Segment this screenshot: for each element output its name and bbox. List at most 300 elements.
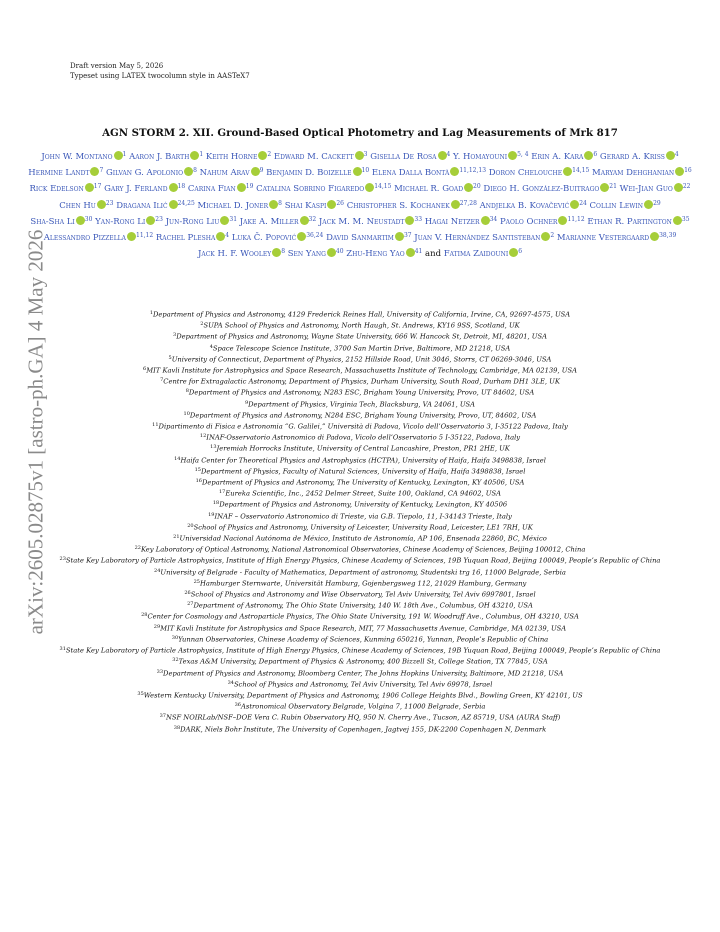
affiliation-item — [36, 611, 684, 622]
affiliation-item — [36, 600, 684, 611]
author-name[interactable]: Yan-Rong Li — [95, 216, 146, 227]
author-affiliation-mark: 23 — [105, 199, 114, 207]
author-name[interactable]: Erin A. Kara — [531, 152, 584, 162]
draft-version-line: Draft version May 5, 2026 — [70, 62, 164, 70]
author-name[interactable]: Jake A. Miller — [239, 216, 299, 227]
author-entry[interactable] — [156, 233, 229, 243]
author-name[interactable]: Michael D. Joner — [197, 200, 269, 211]
author-name[interactable]: Jack H. F. Wooley — [197, 249, 272, 260]
orcid-icon[interactable] — [563, 167, 572, 176]
author-entry[interactable] — [197, 201, 282, 211]
orcid-icon[interactable] — [237, 183, 246, 192]
author-entry[interactable] — [288, 249, 344, 259]
affiliation-item — [36, 724, 684, 735]
author-entry[interactable] — [319, 217, 422, 227]
author-name[interactable]: Keith Horne — [205, 152, 258, 162]
orcid-icon[interactable] — [406, 248, 415, 257]
author-entry[interactable] — [285, 201, 344, 211]
affiliation-item — [36, 320, 684, 331]
affiliation-text: Texas A&M University, Department of Physics & Astronomy, 400 Bizzell St, College Station, TX 77845, USA — [178, 657, 548, 666]
affiliation-item — [36, 399, 684, 410]
affiliation-text: INAF-Osservatorio Astronomico di Padova, Vicolo dell’Osservatorio 5 I-35122, Padova, Italy — [206, 433, 521, 442]
affiliation-item — [36, 679, 684, 690]
affiliation-item — [36, 331, 684, 342]
author-affiliation-mark: 6 — [518, 248, 523, 256]
author-affiliation-mark: 24,25 — [177, 199, 195, 207]
author-name[interactable]: Edward M. Cackett — [273, 152, 354, 162]
orcid-icon[interactable] — [570, 200, 579, 209]
author-affiliation-mark: 38,39 — [659, 232, 677, 240]
orcid-icon[interactable] — [300, 216, 309, 225]
paper-title: AGN STORM 2. XII. Ground-Based Optical Photometry and Lag Measurements of Mrk 817 — [102, 127, 618, 139]
author-name[interactable]: Sha-Sha Li — [30, 216, 75, 227]
author-name[interactable]: Gerard A. Kriss — [599, 152, 665, 162]
affiliation-number: 31 — [59, 646, 66, 653]
author-entry[interactable] — [347, 201, 477, 211]
orcid-icon[interactable] — [251, 167, 260, 176]
affiliation-item — [36, 432, 684, 443]
author-name[interactable]: Y. Homayouni — [453, 152, 508, 162]
author-name[interactable]: Nahum Arav — [199, 168, 250, 179]
author-entry[interactable] — [500, 217, 585, 227]
orcid-icon[interactable] — [327, 200, 336, 209]
affiliation-number: 32 — [172, 657, 179, 664]
orcid-icon[interactable] — [216, 232, 225, 241]
orcid-icon[interactable] — [355, 151, 364, 160]
affiliation-item — [36, 354, 684, 365]
author-entry[interactable] — [59, 201, 113, 211]
author-entry[interactable] — [198, 249, 285, 259]
affiliation-text: MIT Kavli Institute for Astrophysics and Space Research, Massachusetts Institute of Technology, Cambridge, MA 02139, USA — [146, 366, 577, 375]
affiliation-number: 34 — [227, 679, 234, 686]
affiliation-text: MIT Kavli Institute for Astrophysics and Space Research, MIT, 77 Massachusetts Avenue, Cambridge, MA 02139, USA — [160, 624, 567, 633]
affiliation-text: State Key Laboratory of Particle Astrophysics, Institute of High Energy Physics, Chinese Academy of Sciences, 19B Yuquan Road, Beijing 100049, People’s Republic of China — [65, 646, 661, 655]
author-affiliation-mark: 26 — [336, 199, 344, 207]
affiliation-text: Eureka Scientific, Inc., 2452 Delmer Street, Suite 100, Oakland, CA 94602, USA — [225, 489, 501, 498]
orcid-icon[interactable] — [297, 232, 306, 241]
affiliation-item — [36, 309, 684, 320]
author-entry[interactable] — [206, 152, 271, 162]
author-affiliation-mark: 7 — [99, 167, 104, 175]
author-name[interactable]: Doron Chelouche — [488, 168, 563, 179]
affiliation-item — [36, 555, 684, 566]
affiliation-text: University of Connecticut, Department of Physics, 2152 Hillside Road, Unit 3046, Storrs, CT 06269-3046, USA — [171, 355, 552, 364]
affiliation-text: Yunnan Observatories, Chinese Academy of Sciences, Kunming 650216, Yunnan, People’s Republic of China — [178, 635, 549, 644]
affiliation-text: Universidad Nacional Autónoma de México, Instituto de Astronomía, AP 106, Ensenada 22860, BC, México — [179, 534, 547, 543]
affiliation-number: 12 — [199, 433, 207, 440]
author-name[interactable]: Fatima Zaidouni — [443, 249, 509, 260]
author-name[interactable]: Aaron J. Barth — [129, 152, 190, 162]
author-entry[interactable] — [489, 168, 590, 178]
affiliation-item — [36, 488, 684, 499]
author-name[interactable]: Benjamin D. Boizelle — [266, 168, 352, 179]
author-entry[interactable] — [480, 201, 587, 211]
affiliation-number: 7 — [160, 377, 164, 384]
affiliation-number: 28 — [141, 612, 148, 619]
author-affiliation-mark: 1 — [122, 151, 127, 158]
affiliation-item — [36, 645, 684, 656]
affiliation-text: Department of Physics and Astronomy, N283 ESC, Brigham Young University, Provo, UT 84602, USA — [188, 388, 535, 397]
orcid-icon[interactable] — [508, 151, 517, 160]
affiliation-text: Department of Physics and Astronomy, Bloomberg Center, The Johns Hopkins University, Baltimore, MD 21218, USA — [163, 669, 564, 677]
affiliation-text: School of Physics and Astronomy and Wise Observatory, Tel Aviv University, Tel Aviv 6997801, Israel — [190, 590, 536, 599]
author-name[interactable]: Juan V. Hernández Santisteban — [414, 233, 541, 244]
author-name[interactable]: Sen Yang — [287, 249, 326, 260]
affiliation-text: SUPA School of Physics and Astronomy, North Haugh, St. Andrews, KY16 9SS, Scotland, UK — [203, 321, 520, 330]
author-entry[interactable] — [414, 233, 554, 243]
author-entry[interactable] — [531, 152, 597, 162]
affiliation-text: Western Kentucky University, Department of Physics and Astronomy, 1906 College Heights Blvd., Bowling Green, KY 42101, US — [143, 691, 583, 700]
author-entry[interactable] — [444, 249, 522, 259]
orcid-icon[interactable] — [674, 183, 683, 192]
typeset-line: Typeset using LATEX twocolumn style in AASTeX7 — [70, 72, 250, 80]
affiliation-number: 33 — [156, 668, 164, 675]
author-name[interactable]: Chen Hu — [59, 200, 96, 211]
author-affiliation-mark: 34 — [489, 215, 498, 223]
author-name[interactable]: Catalina Sobrino Figaredo — [256, 184, 365, 195]
author-affiliation-mark: 40 — [335, 248, 344, 256]
affiliation-number: 24 — [154, 567, 161, 574]
affiliation-text: Department of Astronomy, The Ohio State University, 140 W. 18th Ave., Columbus, OH 43210, USA — [193, 601, 533, 610]
affiliation-text: Centre for Extragalactic Astronomy, Department of Physics, Durham University, South Road, Durham DH1 3LE, UK — [163, 377, 560, 386]
affiliation-item — [36, 365, 684, 376]
author-affiliation-mark: 11,12 — [567, 215, 585, 223]
affiliation-text: DARK, Niels Bohr Institute, The University of Copenhagen, Jagtvej 155, DK-2200 Copenhagen N, Denmark — [180, 725, 547, 734]
author-entry[interactable] — [346, 249, 422, 259]
author-entry[interactable] — [370, 152, 450, 162]
author-entry[interactable] — [41, 152, 126, 162]
author-name[interactable]: Paolo Ochner — [499, 216, 558, 227]
affiliation-item — [36, 634, 684, 645]
affiliation-number: 4 — [209, 343, 213, 350]
affiliation-number: 16 — [195, 478, 202, 485]
author-name[interactable]: Rachel Plesha — [155, 233, 216, 244]
author-entry[interactable] — [116, 201, 195, 211]
author-name[interactable]: Alessandro Pizzella — [43, 233, 126, 244]
author-name[interactable]: Wei-Jian Guo — [619, 184, 673, 195]
affiliation-text: Department of Physics, Virginia Tech, Blacksburg, VA 24061, USA — [248, 400, 476, 409]
author-affiliation-mark: 18 — [177, 183, 186, 191]
author-name[interactable]: Gisella De Rosa — [370, 152, 437, 162]
author-name[interactable]: John W. Montano — [41, 152, 113, 162]
author-affiliation-mark: 8 — [193, 167, 197, 175]
affiliation-text: Hamburger Sternwarte, Universität Hamburg, Gojenbergsweg 112, 21029 Hamburg, Germany — [200, 579, 527, 588]
affiliation-number: 30 — [171, 634, 179, 641]
affiliation-item — [36, 410, 684, 421]
author-entry[interactable] — [620, 184, 691, 194]
author-entry[interactable] — [557, 233, 676, 243]
affiliation-text: Department of Physics and Astronomy, The University of Kentucky, Lexington, KY 40506, USA — [201, 478, 525, 487]
affiliation-number: 18 — [212, 500, 220, 507]
author-name[interactable]: Christopher S. Kochanek — [346, 200, 450, 211]
author-affiliation-mark: 11,12 — [136, 232, 154, 240]
author-entry[interactable] — [266, 168, 369, 178]
author-name[interactable]: Collin Lewin — [589, 200, 644, 211]
affiliation-item — [36, 567, 684, 578]
author-name[interactable]: David Sanmartim — [326, 233, 394, 244]
author-entry[interactable] — [104, 184, 185, 194]
author-name[interactable]: Rick Edelson — [29, 184, 84, 195]
orcid-icon[interactable] — [127, 232, 136, 241]
affiliation-number: 9 — [244, 399, 249, 406]
affiliation-number: 3 — [173, 332, 177, 339]
affiliation-text: Jeremiah Horrocks Institute, University of Central Lancashire, Preston, PR1 2HE, UK — [216, 444, 510, 453]
affiliation-item — [36, 712, 684, 723]
author-affiliation-mark: 4 — [225, 232, 230, 240]
affiliation-item — [36, 701, 684, 712]
author-affiliation-mark: 36,24 — [306, 232, 324, 240]
author-entry[interactable] — [200, 168, 264, 178]
orcid-icon[interactable] — [464, 183, 473, 192]
affiliation-item — [36, 499, 684, 510]
author-name[interactable]: Dragana Ilić — [116, 200, 168, 211]
draft-header — [70, 61, 250, 81]
orcid-icon[interactable] — [114, 151, 123, 160]
affiliation-number: 14 — [174, 455, 181, 462]
author-entry[interactable] — [394, 184, 481, 194]
orcid-icon[interactable] — [450, 167, 459, 176]
orcid-icon[interactable] — [146, 216, 155, 225]
author-entry[interactable] — [232, 233, 324, 243]
author-entry[interactable] — [256, 184, 391, 194]
affiliation-number: 38 — [173, 724, 181, 731]
orcid-icon[interactable] — [673, 216, 682, 225]
orcid-icon[interactable] — [169, 183, 178, 192]
author-entry[interactable] — [166, 217, 237, 227]
affiliation-item — [36, 533, 684, 544]
affiliation-number: 10 — [183, 410, 190, 417]
affiliation-number: 36 — [234, 702, 241, 709]
author-entry[interactable] — [44, 233, 153, 243]
affiliation-number: 8 — [185, 388, 189, 395]
affiliation-text: Dipartimento di Fisica e Astronomia “G. Galilei,” Università di Padova, Vicolo dell’Osservatorio 3, I-35122 Padova, Italy — [158, 422, 568, 431]
affiliation-text: Center for Cosmology and Astroparticle Physics, The Ohio State University, 191 W. Woodruff Ave., Columbus, OH 43210, USA — [147, 612, 579, 621]
orcid-icon[interactable] — [438, 151, 447, 160]
author-affiliation-mark: 29 — [653, 199, 661, 207]
author-entry[interactable] — [483, 184, 617, 194]
affiliation-number: 13 — [210, 444, 217, 451]
author-name[interactable]: Jun-Rong Liu — [165, 216, 220, 227]
author-entry[interactable] — [30, 184, 102, 194]
author-entry[interactable] — [188, 184, 254, 194]
author-affiliation-mark: 14,15 — [572, 167, 590, 175]
author-name[interactable]: Shai Kaspi — [284, 200, 327, 211]
orcid-icon[interactable] — [76, 216, 85, 225]
author-entry[interactable] — [274, 152, 368, 162]
author-entry[interactable] — [425, 217, 497, 227]
author-name[interactable]: Ethan R. Partington — [587, 216, 672, 227]
author-affiliation-mark: 17 — [93, 183, 102, 191]
affiliation-item — [36, 578, 684, 589]
affiliation-number: 27 — [187, 601, 194, 608]
orcid-icon[interactable] — [190, 151, 199, 160]
affiliation-item — [36, 455, 684, 466]
author-name[interactable]: Michael R. Goad — [394, 184, 464, 195]
author-name[interactable]: Elena Dalla Bontà — [371, 168, 450, 179]
author-affiliation-mark: 30 — [84, 215, 93, 223]
author-affiliation-mark: 2 — [550, 232, 555, 240]
author-affiliation-mark: 20 — [473, 183, 481, 191]
author-affiliation-mark: 32 — [308, 215, 317, 223]
affiliation-text: Space Telescope Science Institute, 3700 San Martin Drive, Baltimore, MD 21218, USA — [212, 344, 511, 353]
orcid-icon[interactable] — [644, 200, 653, 209]
arxiv-identifier: arXiv:2605.02875v1 [astro-ph.GA] 4 May 2026 — [23, 229, 48, 635]
affiliation-item — [36, 589, 684, 600]
affiliation-item — [36, 690, 684, 701]
author-name[interactable]: Gilvan G. Apolonio — [106, 168, 184, 179]
author-affiliation-mark: 24 — [579, 199, 587, 207]
author-entry[interactable] — [30, 217, 92, 227]
affiliation-number: 21 — [173, 534, 180, 541]
author-entry[interactable] — [587, 217, 689, 227]
author-affiliation-mark: 21 — [609, 183, 617, 191]
author-affiliation-mark: 4 — [674, 151, 679, 158]
author-entry[interactable] — [240, 217, 316, 227]
author-affiliation-mark: 33 — [414, 215, 423, 223]
affiliation-text: Department of Physics and Astronomy, University of Kentucky, Lexington, KY 40506 — [219, 500, 508, 509]
orcid-icon[interactable] — [395, 232, 404, 241]
affiliation-number: 6 — [143, 366, 147, 373]
author-name[interactable]: Marianne Vestergaard — [556, 233, 650, 244]
author-name[interactable]: Hermine Landt — [28, 168, 90, 179]
author-entry[interactable] — [106, 168, 197, 178]
orcid-icon[interactable] — [365, 183, 374, 192]
affiliation-item — [36, 544, 684, 555]
author-entry[interactable] — [129, 152, 203, 162]
affiliation-item — [36, 387, 684, 398]
orcid-icon[interactable] — [97, 200, 106, 209]
author-name[interactable]: Gary J. Ferland — [104, 184, 168, 195]
orcid-icon[interactable] — [258, 151, 267, 160]
affiliation-number: 22 — [134, 545, 141, 552]
author-affiliation-mark: 37 — [403, 232, 412, 240]
affiliation-text: School of Physics and Astronomy, University of Leicester, University Road, Leicester, LE1 7RH, UK — [193, 523, 533, 532]
affiliation-text: University of Belgrade - Faculty of Mathematics, Department of astronomy, Studentski trg 16, 11000 Belgrade, Serbia — [160, 568, 566, 577]
affiliation-text: INAF – Osservatorio Astronomico di Trieste, via G.B. Tiepolo, 11, I-34143 Trieste, Italy — [214, 512, 512, 521]
author-name[interactable]: Jack M. M. Neustadt — [318, 216, 405, 227]
affiliation-text: School of Physics and Astronomy, Tel Aviv University, Tel Aviv 69978, Israel — [233, 680, 493, 689]
affiliation-number: 19 — [208, 511, 215, 518]
affiliation-number: 17 — [218, 489, 226, 496]
author-affiliation-mark: 31 — [229, 215, 238, 223]
author-affiliation-mark: 23 — [155, 215, 163, 223]
orcid-icon[interactable] — [451, 200, 460, 209]
author-affiliation-mark: 3 — [363, 151, 368, 158]
author-entry[interactable] — [326, 233, 412, 243]
affiliation-list — [36, 309, 684, 735]
orcid-icon[interactable] — [481, 216, 490, 225]
affiliation-number: 37 — [159, 713, 166, 720]
author-affiliation-mark: 6 — [593, 151, 598, 158]
affiliation-number: 20 — [187, 522, 194, 529]
author-affiliation-mark: 22 — [682, 183, 691, 191]
affiliation-number: 29 — [153, 623, 161, 630]
author-entry[interactable] — [28, 168, 103, 178]
author-affiliation-mark: 11,12,13 — [459, 167, 487, 175]
author-affiliation-mark: 10 — [361, 167, 370, 175]
affiliation-number: 1 — [149, 310, 154, 316]
author-entry[interactable] — [453, 152, 529, 162]
affiliation-item — [36, 466, 684, 477]
affiliation-number: 5 — [168, 354, 172, 361]
affiliation-text: State Key Laboratory of Particle Astrophysics, Institute of High Energy Physics, Chinese Academy of Sciences, 19B Yuquan Road, Beijing 100049, People’s Republic of China — [65, 556, 661, 565]
author-name[interactable]: Diego H. González-Buitrago — [483, 184, 600, 195]
author-name[interactable]: Hagai Netzer — [424, 216, 480, 227]
affiliation-text: Department of Physics and Astronomy, Wayne State University, 666 W. Hancock St, Detroit, MI, 48201, USA — [176, 332, 547, 341]
author-affiliation-mark: 8 — [278, 199, 282, 207]
author-name[interactable]: Zhu-Heng Yao — [346, 249, 405, 260]
author-affiliation-mark: 1 — [199, 151, 204, 158]
author-name[interactable]: Carina Fian — [187, 184, 236, 195]
author-affiliation-mark: 19 — [245, 183, 254, 191]
author-affiliation-mark: 35 — [681, 215, 690, 223]
orcid-icon[interactable] — [184, 167, 193, 176]
affiliation-text: Astronomical Observatory Belgrade, Volgina 7, 11000 Belgrade, Serbia — [241, 702, 486, 711]
author-affiliation-mark: 4 — [446, 151, 451, 158]
affiliation-text: Key Laboratory of Optical Astronomy, National Astronomical Observatories, Chinese Academy of Sciences, Beijing 100012, China — [140, 545, 586, 554]
author-affiliation-mark: 5, 4 — [517, 151, 529, 158]
affiliation-item — [36, 477, 684, 488]
orcid-icon[interactable] — [675, 167, 684, 176]
orcid-icon[interactable] — [353, 167, 362, 176]
author-name[interactable]: Maryam Dehghanian — [592, 168, 675, 179]
orcid-icon[interactable] — [600, 183, 609, 192]
affiliation-text: Department of Physics and Astronomy, 4129 Frederick Reines Hall, University of California, Irvine, CA, 92697-4575, USA — [153, 310, 571, 319]
orcid-icon[interactable] — [272, 248, 281, 257]
affiliation-text: Department of Physics and Astronomy, N284 ESC, Brigham Young University, Provo, UT, 84602, USA — [189, 411, 537, 420]
orcid-icon[interactable] — [269, 200, 278, 209]
affiliation-text: Haifa Center for Theoretical Physics and Astrophysics (HCTPA), University of Haifa, Haifa 3498838, Israel — [180, 456, 546, 465]
affiliation-item — [36, 376, 684, 387]
affiliation-number: 2 — [200, 321, 204, 328]
author-entry[interactable] — [372, 168, 486, 178]
author-affiliation-mark: 8 — [281, 248, 286, 256]
orcid-icon[interactable] — [169, 200, 178, 209]
affiliation-number: 11 — [152, 422, 159, 429]
affiliation-item — [36, 421, 684, 432]
author-affiliation-mark: 41 — [414, 248, 423, 256]
affiliation-item — [36, 623, 684, 634]
author-entry[interactable] — [592, 168, 692, 178]
affiliation-number: 15 — [194, 466, 201, 473]
affiliation-number: 35 — [137, 690, 144, 697]
affiliation-text: Department of Physics, Faculty of Natural Sciences, University of Haifa, Haifa 3498838, Israel — [200, 467, 526, 476]
author-affiliation-mark: 14,15 — [374, 183, 392, 191]
author-entry[interactable] — [95, 217, 163, 227]
affiliation-text: NSF NOIRLab/NSF–DOE Vera C. Rubin Observatory HQ, 950 N. Cherry Ave., Tucson, AZ 85719, USA (AURA Staff) — [165, 713, 561, 722]
orcid-icon[interactable] — [666, 151, 675, 160]
affiliation-item — [36, 343, 684, 354]
author-name[interactable]: Luka Č. Popović — [231, 233, 297, 244]
affiliation-item — [36, 511, 684, 522]
author-affiliation-mark: 27,28 — [459, 199, 477, 207]
affiliation-number: 25 — [193, 578, 200, 585]
orcid-icon[interactable] — [650, 232, 659, 241]
orcid-icon[interactable] — [327, 248, 336, 257]
affiliation-number: 26 — [184, 590, 191, 597]
author-name[interactable]: Andjelka B. Kovačević — [479, 200, 570, 211]
orcid-icon[interactable] — [85, 183, 94, 192]
orcid-icon[interactable] — [509, 248, 518, 257]
affiliation-item — [36, 656, 684, 667]
author-affiliation-mark: 9 — [259, 167, 264, 175]
author-affiliation-mark: 16 — [684, 167, 692, 175]
affiliation-item — [36, 443, 684, 454]
author-entry[interactable] — [590, 201, 661, 211]
affiliation-number: 23 — [59, 556, 66, 563]
affiliation-item — [36, 668, 684, 679]
author-entry[interactable] — [600, 152, 679, 162]
